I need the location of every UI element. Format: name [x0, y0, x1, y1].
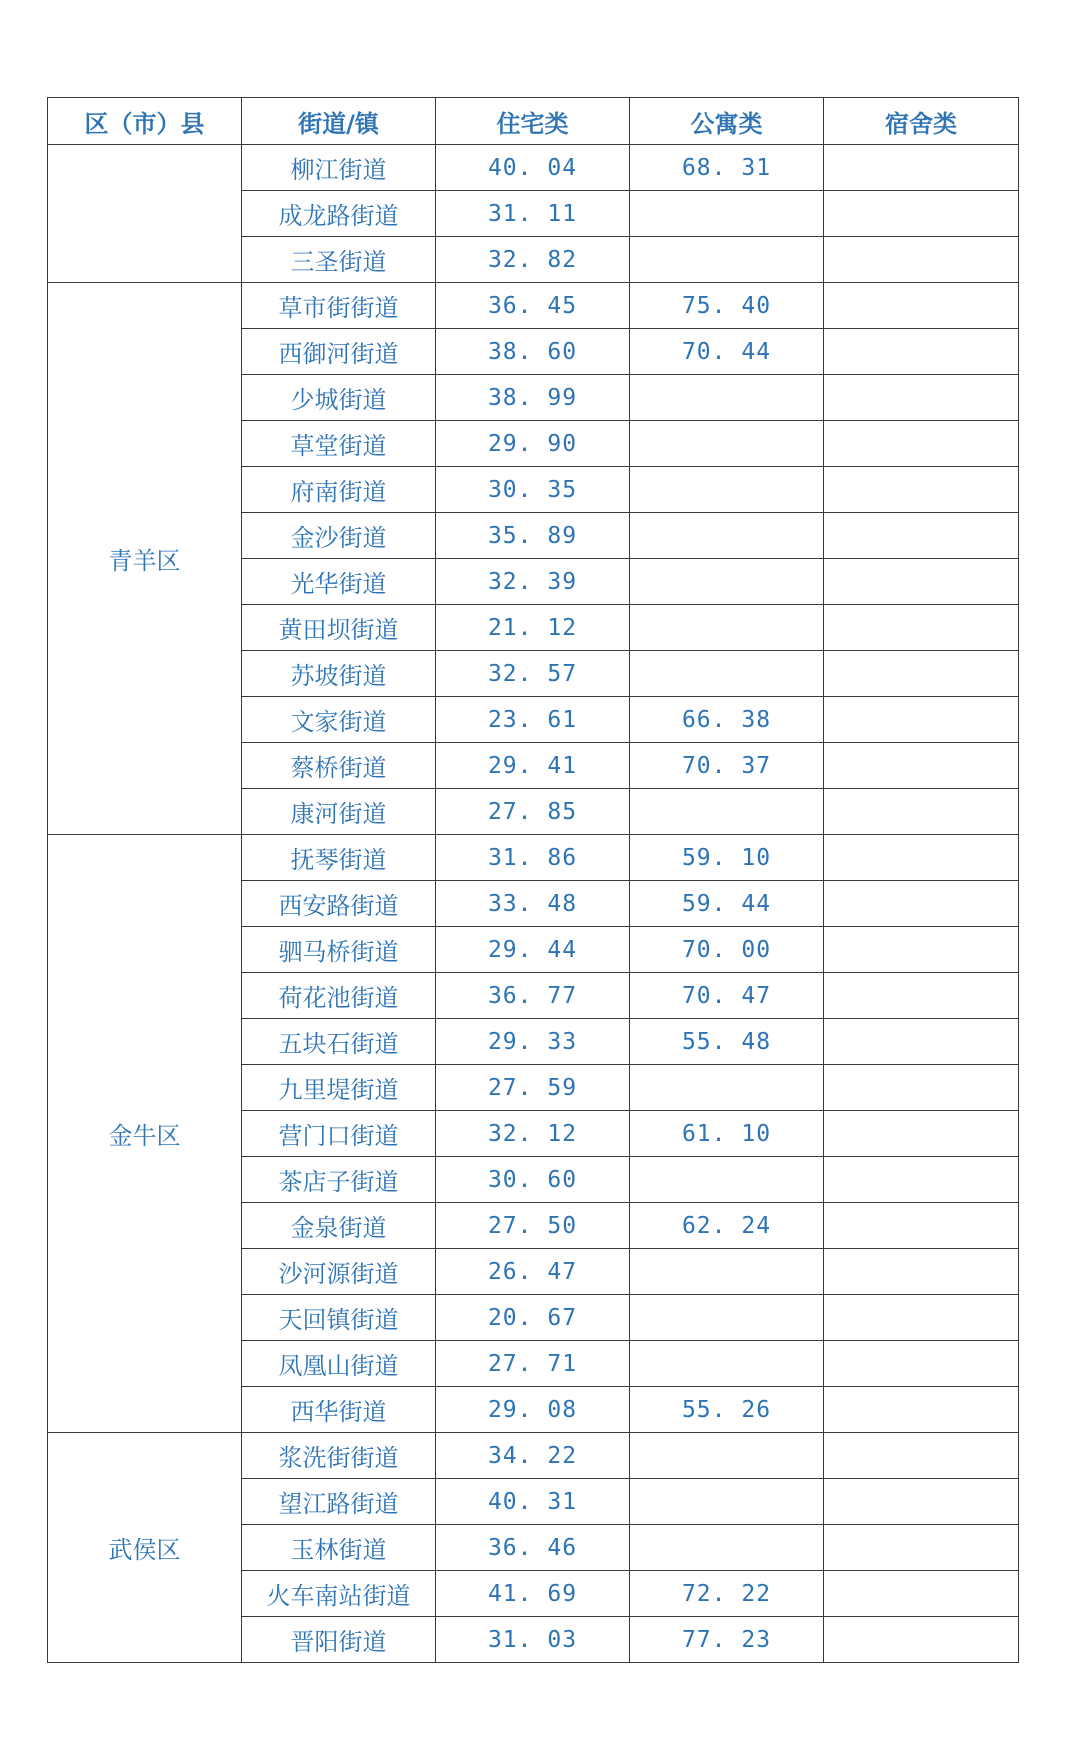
residential-cell: 27. 50: [436, 1203, 630, 1249]
dormitory-cell: [824, 329, 1019, 375]
residential-cell: 36. 45: [436, 283, 630, 329]
dormitory-cell: [824, 1249, 1019, 1295]
dormitory-cell: [824, 283, 1019, 329]
apartment-cell: 70. 00: [630, 927, 824, 973]
residential-cell: 32. 12: [436, 1111, 630, 1157]
dormitory-cell: [824, 375, 1019, 421]
street-cell: 茶店子街道: [242, 1157, 436, 1203]
street-cell: 府南街道: [242, 467, 436, 513]
street-cell: 浆洗街街道: [242, 1433, 436, 1479]
dormitory-cell: [824, 605, 1019, 651]
apartment-cell: [630, 1295, 824, 1341]
dormitory-cell: [824, 145, 1019, 191]
dormitory-cell: [824, 835, 1019, 881]
street-cell: 抚琴街道: [242, 835, 436, 881]
dormitory-cell: [824, 1525, 1019, 1571]
street-cell: 望江路街道: [242, 1479, 436, 1525]
dormitory-cell: [824, 651, 1019, 697]
residential-cell: 20. 67: [436, 1295, 630, 1341]
apartment-cell: [630, 191, 824, 237]
residential-cell: 30. 60: [436, 1157, 630, 1203]
table-row: [48, 283, 1019, 329]
apartment-cell: [630, 375, 824, 421]
apartment-cell: 55. 26: [630, 1387, 824, 1433]
street-cell: 凤凰山街道: [242, 1341, 436, 1387]
table-row: [48, 145, 1019, 191]
street-cell: 西华街道: [242, 1387, 436, 1433]
header-residential: 住宅类: [436, 98, 630, 145]
apartment-cell: [630, 421, 824, 467]
apartment-cell: 75. 40: [630, 283, 824, 329]
apartment-cell: [630, 1433, 824, 1479]
street-cell: 光华街道: [242, 559, 436, 605]
residential-cell: 23. 61: [436, 697, 630, 743]
apartment-cell: 68. 31: [630, 145, 824, 191]
street-cell: 少城街道: [242, 375, 436, 421]
apartment-cell: [630, 1065, 824, 1111]
street-cell: 成龙路街道: [242, 191, 436, 237]
district-cell: 金牛区: [48, 835, 242, 1433]
apartment-cell: [630, 789, 824, 835]
residential-cell: 31. 86: [436, 835, 630, 881]
street-cell: 驷马桥街道: [242, 927, 436, 973]
price-table: [47, 97, 1019, 1663]
street-cell: 黄田坝街道: [242, 605, 436, 651]
apartment-cell: 59. 44: [630, 881, 824, 927]
dormitory-cell: [824, 1617, 1019, 1663]
street-cell: 西安路街道: [242, 881, 436, 927]
apartment-cell: [630, 1341, 824, 1387]
apartment-cell: 59. 10: [630, 835, 824, 881]
dormitory-cell: [824, 467, 1019, 513]
residential-cell: 38. 99: [436, 375, 630, 421]
residential-cell: 29. 33: [436, 1019, 630, 1065]
residential-cell: 29. 41: [436, 743, 630, 789]
residential-cell: 29. 08: [436, 1387, 630, 1433]
dormitory-cell: [824, 743, 1019, 789]
apartment-cell: 66. 38: [630, 697, 824, 743]
dormitory-cell: [824, 1065, 1019, 1111]
residential-cell: 32. 57: [436, 651, 630, 697]
header-district: 区（市）县: [48, 98, 242, 145]
residential-cell: 36. 46: [436, 1525, 630, 1571]
dormitory-cell: [824, 1341, 1019, 1387]
residential-cell: 33. 48: [436, 881, 630, 927]
table-body: [48, 145, 1019, 1663]
street-cell: 三圣街道: [242, 237, 436, 283]
header-apartment: 公寓类: [630, 98, 824, 145]
district-cell: 青羊区: [48, 283, 242, 835]
apartment-cell: [630, 651, 824, 697]
residential-cell: 31. 03: [436, 1617, 630, 1663]
apartment-cell: 55. 48: [630, 1019, 824, 1065]
residential-cell: 29. 90: [436, 421, 630, 467]
street-cell: 蔡桥街道: [242, 743, 436, 789]
street-cell: 九里堤街道: [242, 1065, 436, 1111]
dormitory-cell: [824, 191, 1019, 237]
street-cell: 晋阳街道: [242, 1617, 436, 1663]
apartment-cell: [630, 237, 824, 283]
apartment-cell: [630, 1249, 824, 1295]
district-cell: [48, 145, 242, 283]
dormitory-cell: [824, 1019, 1019, 1065]
street-cell: 火车南站街道: [242, 1571, 436, 1617]
dormitory-cell: [824, 559, 1019, 605]
dormitory-cell: [824, 1295, 1019, 1341]
apartment-cell: [630, 605, 824, 651]
residential-cell: 32. 39: [436, 559, 630, 605]
dormitory-cell: [824, 237, 1019, 283]
residential-cell: 38. 60: [436, 329, 630, 375]
dormitory-cell: [824, 1157, 1019, 1203]
residential-cell: 27. 71: [436, 1341, 630, 1387]
residential-cell: 40. 04: [436, 145, 630, 191]
district-cell: 武侯区: [48, 1433, 242, 1663]
street-cell: 康河街道: [242, 789, 436, 835]
apartment-cell: [630, 513, 824, 559]
apartment-cell: 61. 10: [630, 1111, 824, 1157]
dormitory-cell: [824, 1203, 1019, 1249]
residential-cell: 27. 85: [436, 789, 630, 835]
dormitory-cell: [824, 513, 1019, 559]
street-cell: 荷花池街道: [242, 973, 436, 1019]
header-street: 街道/镇: [242, 98, 436, 145]
apartment-cell: 70. 47: [630, 973, 824, 1019]
residential-cell: 26. 47: [436, 1249, 630, 1295]
apartment-cell: [630, 1525, 824, 1571]
dormitory-cell: [824, 927, 1019, 973]
street-cell: 西御河街道: [242, 329, 436, 375]
apartment-cell: [630, 1157, 824, 1203]
apartment-cell: [630, 1479, 824, 1525]
dormitory-cell: [824, 789, 1019, 835]
residential-cell: 36. 77: [436, 973, 630, 1019]
table-row: [48, 835, 1019, 881]
street-cell: 沙河源街道: [242, 1249, 436, 1295]
apartment-cell: 72. 22: [630, 1571, 824, 1617]
apartment-cell: 70. 37: [630, 743, 824, 789]
dormitory-cell: [824, 421, 1019, 467]
dormitory-cell: [824, 881, 1019, 927]
header-dormitory: 宿舍类: [824, 98, 1019, 145]
residential-cell: 21. 12: [436, 605, 630, 651]
apartment-cell: 70. 44: [630, 329, 824, 375]
street-cell: 玉林街道: [242, 1525, 436, 1571]
dormitory-cell: [824, 1111, 1019, 1157]
residential-cell: 29. 44: [436, 927, 630, 973]
residential-cell: 32. 82: [436, 237, 630, 283]
residential-cell: 27. 59: [436, 1065, 630, 1111]
dormitory-cell: [824, 697, 1019, 743]
residential-cell: 30. 35: [436, 467, 630, 513]
apartment-cell: [630, 467, 824, 513]
apartment-cell: 62. 24: [630, 1203, 824, 1249]
apartment-cell: 77. 23: [630, 1617, 824, 1663]
dormitory-cell: [824, 973, 1019, 1019]
residential-cell: 35. 89: [436, 513, 630, 559]
residential-cell: 31. 11: [436, 191, 630, 237]
street-cell: 苏坡街道: [242, 651, 436, 697]
residential-cell: 40. 31: [436, 1479, 630, 1525]
street-cell: 五块石街道: [242, 1019, 436, 1065]
street-cell: 金沙街道: [242, 513, 436, 559]
dormitory-cell: [824, 1433, 1019, 1479]
street-cell: 草市街街道: [242, 283, 436, 329]
dormitory-cell: [824, 1571, 1019, 1617]
header-row: [48, 98, 1019, 145]
table-row: [48, 1433, 1019, 1479]
street-cell: 柳江街道: [242, 145, 436, 191]
street-cell: 文家街道: [242, 697, 436, 743]
street-cell: 金泉街道: [242, 1203, 436, 1249]
street-cell: 草堂街道: [242, 421, 436, 467]
residential-cell: 34. 22: [436, 1433, 630, 1479]
street-cell: 天回镇街道: [242, 1295, 436, 1341]
apartment-cell: [630, 559, 824, 605]
residential-cell: 41. 69: [436, 1571, 630, 1617]
street-cell: 营门口街道: [242, 1111, 436, 1157]
dormitory-cell: [824, 1387, 1019, 1433]
dormitory-cell: [824, 1479, 1019, 1525]
